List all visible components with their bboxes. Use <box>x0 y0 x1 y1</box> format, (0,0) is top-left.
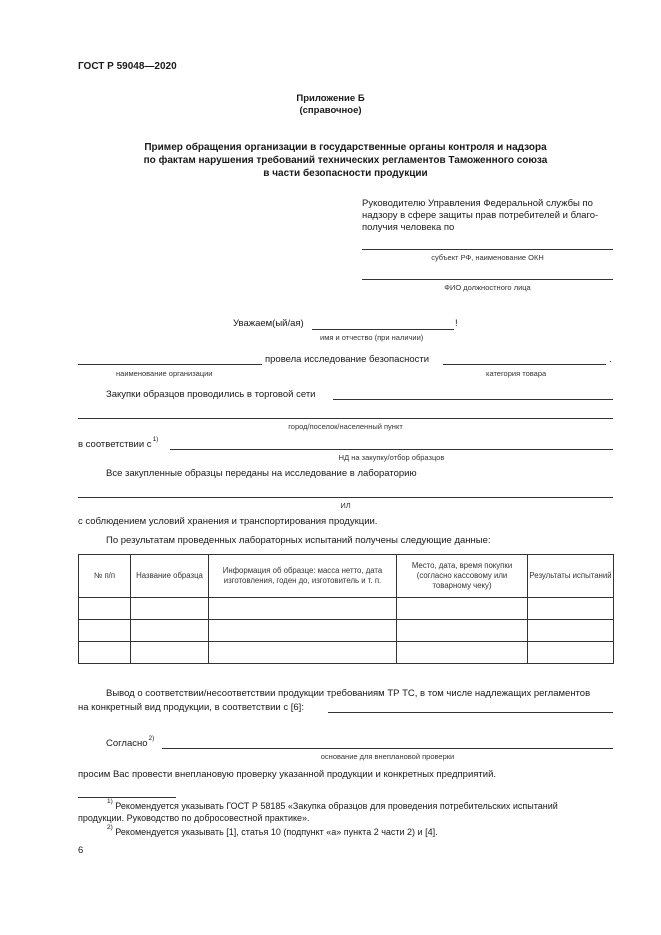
greeting-exclamation: ! <box>455 318 458 329</box>
storage-text: с соблюдением условий хранения и транспортирования продукции. <box>78 516 378 527</box>
footnote-1-mark: 1) <box>107 798 113 805</box>
organization-field-line[interactable] <box>78 364 262 365</box>
conclusion-line-1: Вывод о соответствии/несоответствии продукции требованиям ТР ТС, в том числе надлежащих регламентов <box>106 688 591 699</box>
addressee-line-2: надзору в сфере защиты прав потребителей и благо- <box>362 210 599 221</box>
table-header-row <box>79 555 614 598</box>
city-field-line[interactable] <box>78 418 613 419</box>
lab-caption: ИЛ <box>340 501 351 510</box>
table-cell[interactable] <box>209 642 397 664</box>
table-cell[interactable] <box>397 598 528 620</box>
table-row <box>79 642 614 664</box>
table-cell[interactable] <box>131 642 209 664</box>
table-cell[interactable] <box>528 598 614 620</box>
standard-code: ГОСТ Р 59048—2020 <box>78 61 177 72</box>
footnote-divider <box>78 797 176 798</box>
footnote-2-mark: 2) <box>107 824 113 831</box>
region-caption: субъект РФ, наименование ОКН <box>431 253 544 262</box>
table-cell[interactable] <box>528 620 614 642</box>
lab-field-line[interactable] <box>78 497 613 498</box>
column-header-purchase-place: Место, дата, время покупки (согласно кассовому или товарному чеку) <box>397 555 528 598</box>
footnote-ref-2: 2) <box>148 735 155 742</box>
annex-subtitle: (справочное) <box>299 105 362 116</box>
results-intro: По результатам проведенных лабораторных испытаний получены следующие данные: <box>106 535 491 546</box>
heading-line-2: по фактам нарушения требований технических регламентов Таможенного союза <box>143 155 548 166</box>
purchase-text: Закупки образцов проводились в торговой сети <box>106 389 316 400</box>
footnote-1-line-2: продукции. Руководство по добросовестной практике». <box>78 813 310 823</box>
column-header-number: № п/п <box>79 555 131 598</box>
heading-line-1: Пример обращения организации в государственные органы контроля и надзора <box>144 142 547 153</box>
greeting-label: Уважаем(ый/ая) <box>233 318 304 329</box>
product-category-field-line[interactable] <box>443 364 606 365</box>
addressee-line-1: Руководителю Управления Федеральной службы по <box>362 198 593 209</box>
study-text: провела исследование безопасности <box>265 354 430 365</box>
region-field-line[interactable] <box>362 249 613 250</box>
table-row <box>79 620 614 642</box>
lab-results-table <box>78 554 614 664</box>
inspection-basis-field-line[interactable] <box>162 748 613 749</box>
table-cell[interactable] <box>209 620 397 642</box>
table-cell[interactable] <box>79 620 131 642</box>
column-header-results: Результаты испытаний <box>528 555 614 598</box>
city-caption: город/поселок/населенный пункт <box>288 422 403 431</box>
table-cell[interactable] <box>79 598 131 620</box>
official-name-field-line[interactable] <box>362 279 613 280</box>
accordance-text: в соответствии $с^{1)}$ <box>78 436 159 450</box>
table-cell[interactable] <box>131 620 209 642</box>
transfer-text: Все закупленные образцы переданы на исследование в лабораторию <box>106 468 417 479</box>
product-category-caption: категория товара <box>486 369 547 378</box>
table-cell[interactable] <box>209 598 397 620</box>
column-header-sample-name: Название образца <box>131 555 209 598</box>
annex-title: Приложение Б <box>296 93 365 104</box>
table-cell[interactable] <box>79 642 131 664</box>
heading-line-3: в части безопасности продукции <box>263 168 428 179</box>
conclusion-field-line[interactable] <box>328 712 613 713</box>
footnote-ref-1: 1) <box>152 436 159 443</box>
study-end: . <box>609 354 612 365</box>
table-cell[interactable] <box>397 620 528 642</box>
footnote-1-line-1: $^{1)}$ Рекомендуется указывать ГОСТ Р 58185 «Закупка образцов для проведения потребительских испытаний <box>107 798 558 811</box>
table-cell[interactable] <box>131 598 209 620</box>
conclusion-line-2: на конкретный вид продукции, в соответствии с [6]: <box>78 702 304 713</box>
inspection-basis-caption: основание для внеплановой проверки <box>320 752 455 761</box>
table-cell[interactable] <box>397 642 528 664</box>
table-row <box>79 598 614 620</box>
organization-caption: наименование организации <box>116 369 213 378</box>
column-header-sample-info: Информация об образце: масса нетто, дата изготовления, годен до, изготовитель и т. п. <box>209 555 397 598</box>
greeting-caption: имя и отчество (при наличии) <box>320 333 424 342</box>
greeting-name-field-line[interactable] <box>312 329 454 330</box>
addressee-line-3: получия человека по <box>362 222 455 233</box>
table-cell[interactable] <box>528 642 614 664</box>
page-number: 6 <box>78 845 84 856</box>
sampling-standard-caption: НД на закупку/отбор образцов <box>338 453 445 462</box>
footnote-2: $^{2)}$ Рекомендуется указывать [1], статья 10 (подпункт «а» пункта 2 части 2) и [4]. <box>107 824 438 837</box>
official-name-caption: ФИО должностного лица <box>444 283 531 292</box>
retail-chain-field-line[interactable] <box>333 399 613 400</box>
request-text: просим Вас провести внеплановую проверку указанной продукции и конкретных предприятий. <box>78 769 497 780</box>
sampling-standard-field-line[interactable] <box>170 449 613 450</box>
agreement-text: Согласно$^{2)}$ <box>106 735 155 749</box>
